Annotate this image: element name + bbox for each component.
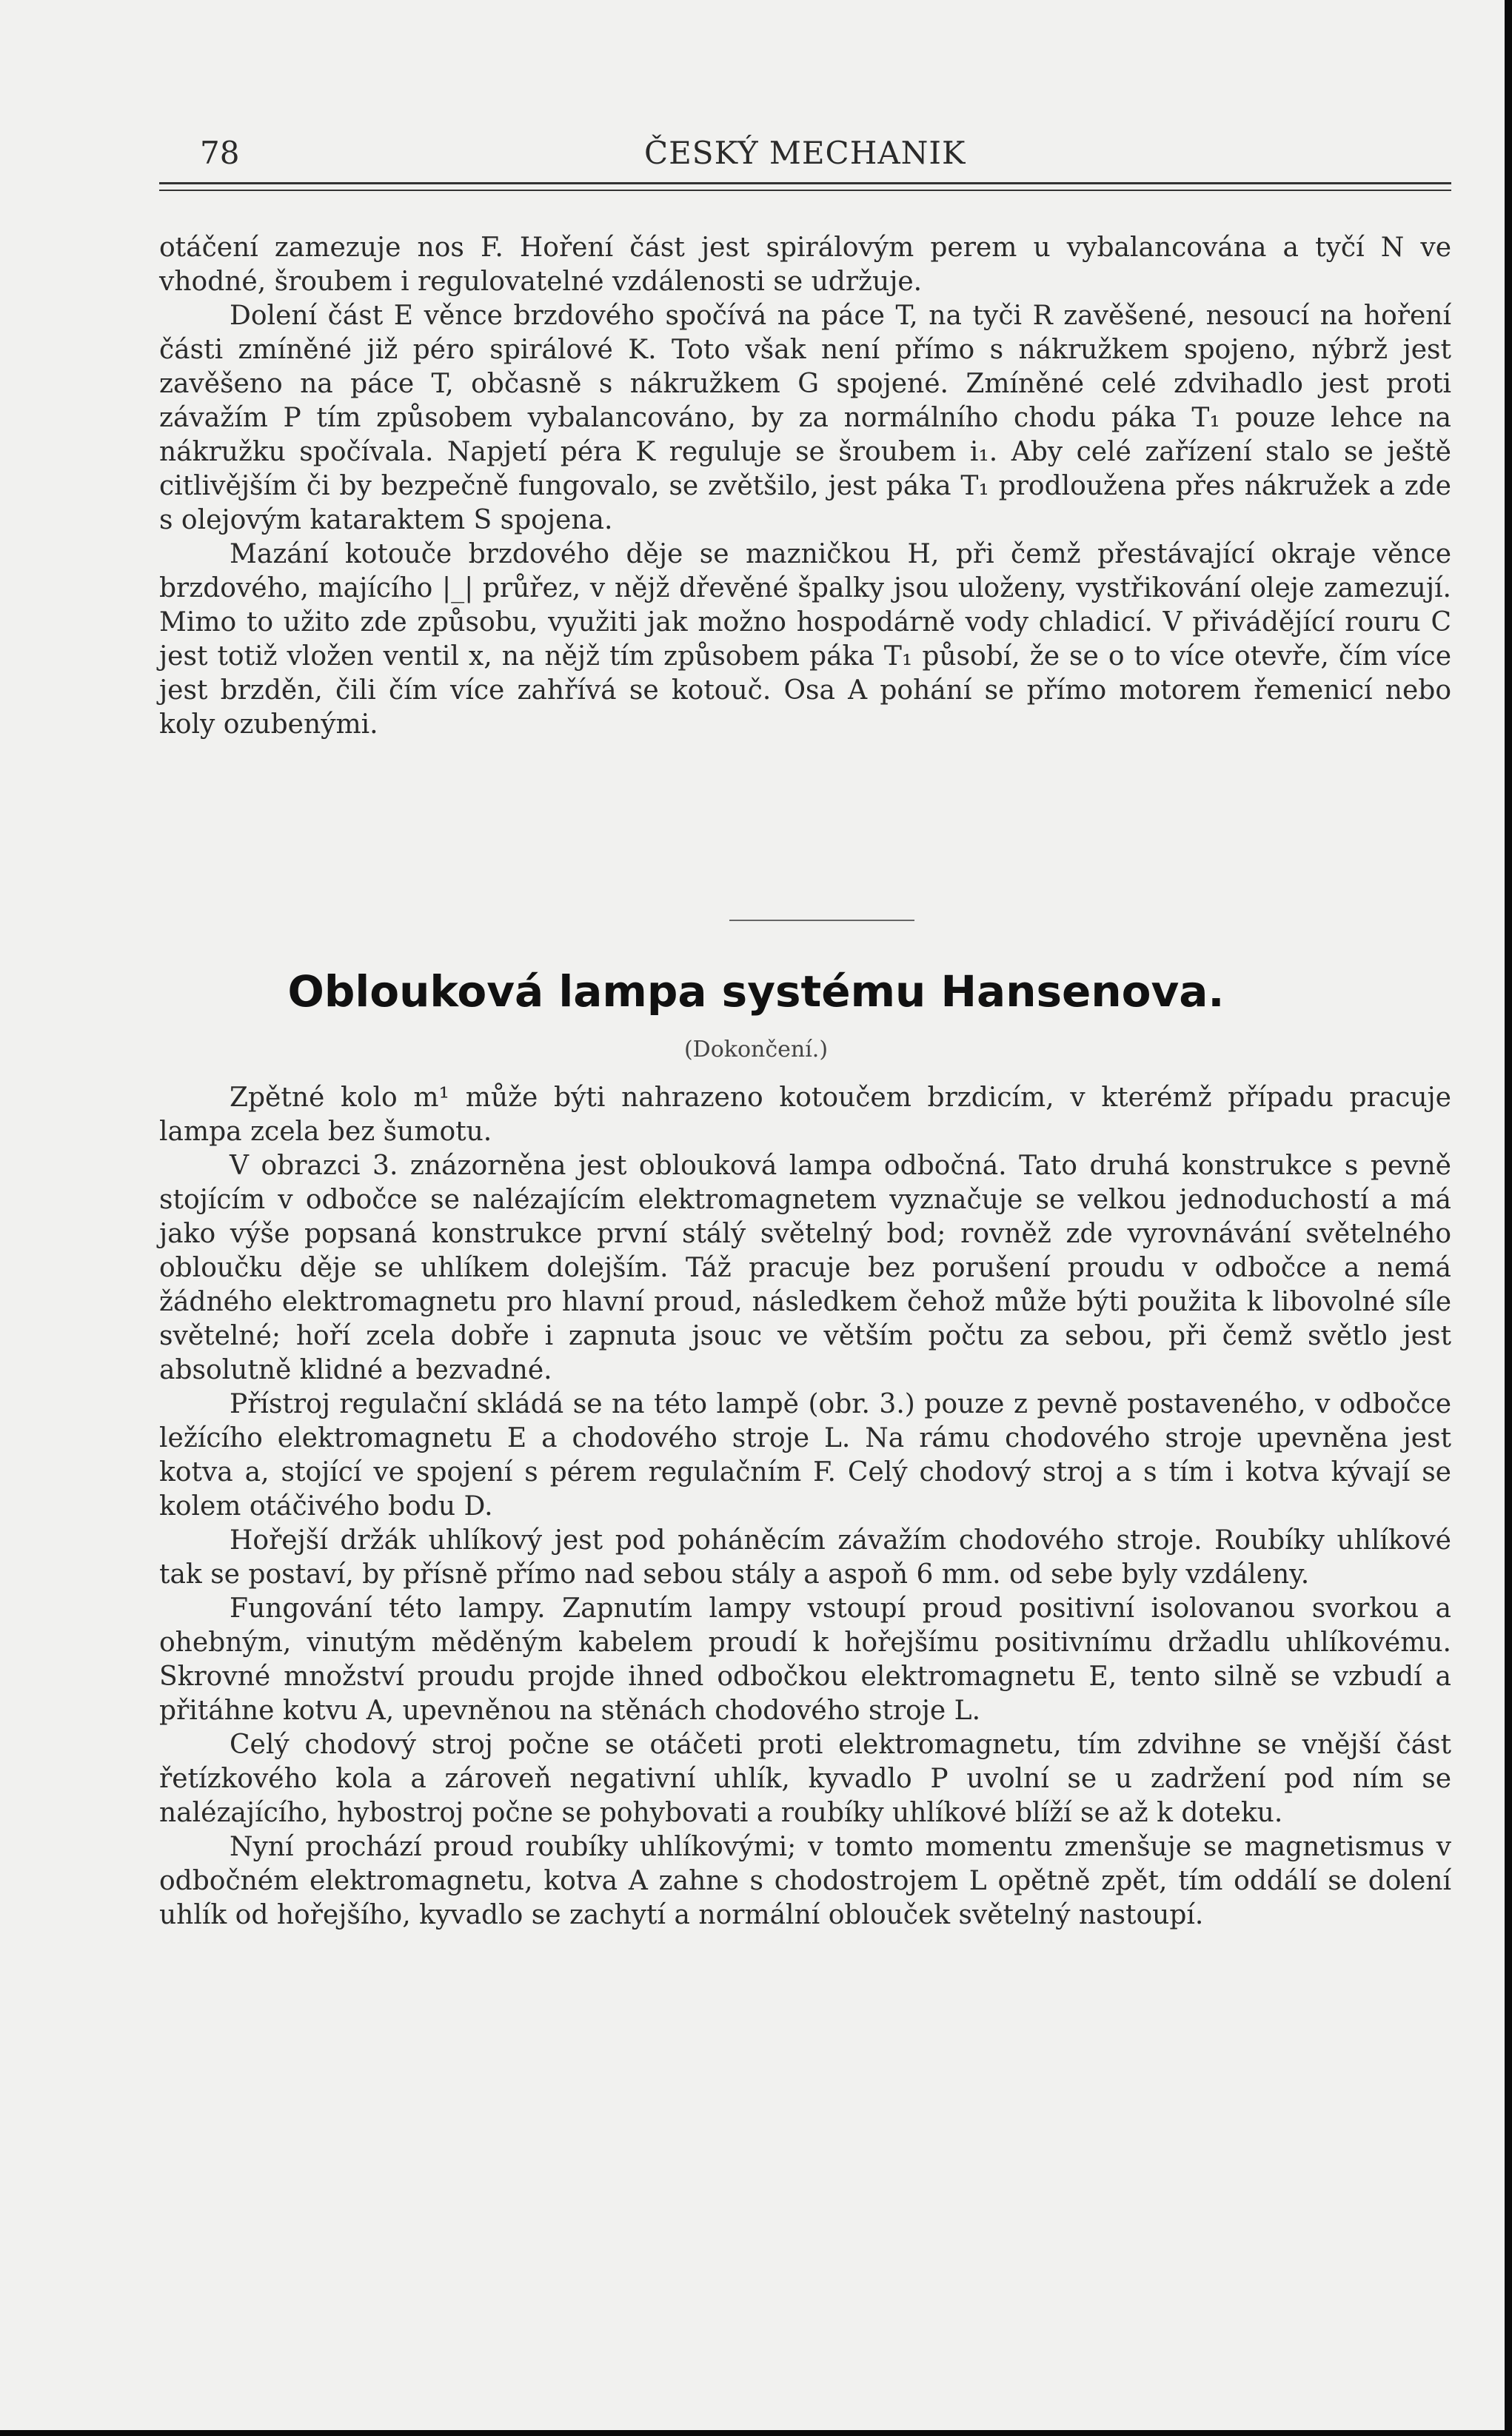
- section-separator: [729, 920, 914, 921]
- paragraph: Mazání kotouče brzdového děje se mazničkou H, při čemž přestávající okraje věnce brzdového, majícího |_| průřez, v nějž dřevěné špalky jsou uloženy, vystřikování oleje zamezují. Mimo to užito zde způsobu, využiti jak možno hospodárně vody chladicí. V přivádějící rouru C jest totiž vložen ventil x, na nějž tím způsobem páka T₁ působí, že se o to více otevře, čím více jest brzděn, čili čím více zahřívá se kotouč. Osa A pohání se přímo motorem řemenicí nebo koly ozubenými.: [159, 539, 1451, 740]
- paragraph: otáčení zamezuje nos F. Hoření část jest spirálovým perem u vybalancována a tyčí N ve vhodné, šroubem i regulovatelné vzdálenosti se udržuje.: [159, 232, 1451, 297]
- paragraph: V obrazci 3. znázorněna jest oblouková lampa odbočná. Tato druhá konstrukce s pevně stojícím v odbočce se nalézajícím elektromagnetem vyznačuje se velkou jednoduchostí a má jako výše popsaná konstrukce první stálý světelný bod; rovněž zde vyrovnávání světelného obloučku děje se uhlíkem dolejším. Táž pracuje bez porušení proudu v odbočce a nemá žádného elektromagnetu pro hlavní proud, následkem čehož může býti použita k libovolné síle světelné; hoří zcela dobře i zapnuta jsouc ve větším počtu za sebou, při čemž světlo jest absolutně klidné a bezvadné.: [159, 1151, 1451, 1385]
- paragraph: Přístroj regulační skládá se na této lampě (obr. 3.) pouze z pevně postaveného, v odbočce ležícího elektromagnetu E a chodového stroje L. Na rámu chodového stroje upevněna jest kotva a, stojící ve spojení s pérem regulačním F. Celý chodový stroj a s tím i kotva kývají se kolem otáčivého bodu D.: [159, 1389, 1451, 1522]
- paragraph: Celý chodový stroj počne se otáčeti proti elektromagnetu, tím zdvihne se vnější část řetízkového kola a zároveň negativní uhlík, kyvadlo P uvolní se u zadržení pod ním se nalézajícího, hybostroj počne se pohybovati a roubíky uhlíkové blíží se až k doteku.: [159, 1730, 1451, 1828]
- paragraph: Dolení část E věnce brzdového spočívá na páce T, na tyči R zavěšené, nesoucí na hoření části zmíněné již péro spirálové K. Toto však není přímo s nákružkem spojeno, nýbrž jest zavěšeno na páce T, občasně s nákružkem G spojené. Zmíněné celé zdvihadlo jest proti závažím P tím způsobem vybalancováno, by za normálního chodu páka T₁ pouze lehce na nákružku spočívala. Napjetí péra K reguluje se šroubem i₁. Aby celé zařízení stalo se ještě citlivějším či by bezpečně fungovalo, se zvětšilo, jest páka T₁ prodloužena přes nákružek a zde s olejovým kataraktem S spojena.: [159, 301, 1451, 535]
- header-rule-bottom: [159, 190, 1451, 191]
- page-header: [200, 135, 1451, 172]
- paragraph: Nyní prochází proud roubíky uhlíkovými; v tomto momentu zmenšuje se magnetismus v odbočném elektromagnetu, kotva A zahne s chodostrojem L opětně zpět, tím oddálí se dolení uhlík od hořejšího, kyvadlo se zachytí a normální oblouček světelný nastoupí.: [159, 1832, 1451, 1930]
- page-number: 78: [200, 135, 240, 171]
- article-title: Oblouková lampa systému Hansenova.: [287, 966, 1225, 1017]
- running-title: ČESKÝ MECHANIK: [644, 135, 966, 171]
- paragraph: Hořejší držák uhlíkový jest pod poháněcím závažím chodového stroje. Roubíky uhlíkové tak se postaví, by přísně přímo nad sebou stály a aspoň 6 mm. od sebe byly vzdáleny.: [159, 1525, 1451, 1590]
- paragraph: Fungování této lampy. Zapnutím lampy vstoupí proud positivní isolovanou svorkou a ohebným, vinutým měděným kabelem proudí k hořejšímu positivnímu držadlu uhlíkovému. Skrovné množství proudu projde ihned odbočkou elektromagnetu E, tento silně se vzbudí a přitáhne kotvu A, upevněnou na stěnách chodového stroje L.: [159, 1593, 1451, 1726]
- continued-text: [159, 231, 1451, 742]
- article-body: [159, 1081, 1451, 1933]
- article-subtitle: (Dokončení.): [683, 1037, 829, 1063]
- paragraph: Zpětné kolo m¹ může býti nahrazeno kotoučem brzdicím, v kterémž případu pracuje lampa zcela bez šumotu.: [159, 1083, 1451, 1147]
- header-rule-top: [159, 182, 1451, 184]
